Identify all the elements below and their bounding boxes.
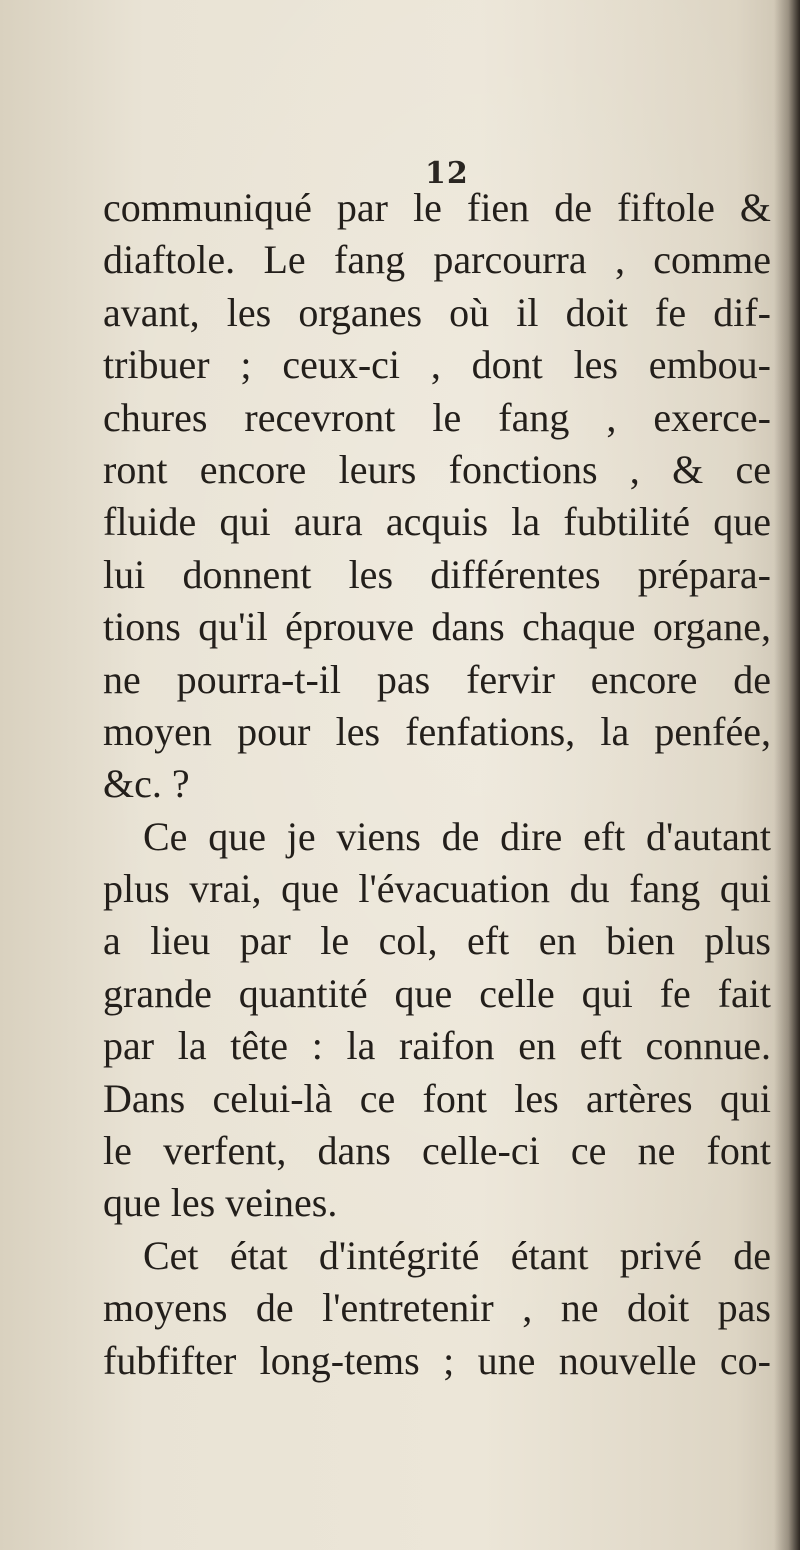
text-line: a lieu par le col, eft en bien plus (103, 918, 771, 964)
text-line: fluide qui aura acquis la fubtilité que (103, 499, 771, 545)
paragraph-first-line: Ce que je viens de dire eft d'autant (143, 813, 771, 859)
text-line: que les veines. (103, 1180, 338, 1226)
paragraph-first-line: Cet état d'intégrité étant privé de (143, 1232, 771, 1278)
text-line: tions qu'il éprouve dans chaque organe, (103, 604, 771, 650)
page-number: 12 (425, 156, 469, 191)
text-line: lui donnent les différentes prépara- (103, 551, 771, 597)
text-line: par la tête : la raifon en eft connue. (103, 1023, 771, 1069)
text-line: grande quantité que celle qui fe fait (103, 970, 771, 1016)
text-line: diaftole. Le fang parcourra , comme (103, 237, 771, 283)
page-gutter-shadow (774, 0, 800, 1550)
text-line: &c. ? (103, 761, 190, 807)
text-line: ront encore leurs fonctions , & ce (103, 446, 771, 492)
text-line: Dans celui-là ce font les artères qui (103, 1075, 771, 1121)
text-line: tribuer ; ceux-ci , dont les embou- (103, 342, 771, 388)
text-line: plus vrai, que l'évacuation du fang qui (103, 866, 771, 912)
text-line: chures recevront le fang , exerce- (103, 394, 771, 440)
text-line: avant, les organes où il doit fe dif- (103, 289, 771, 335)
text-line: fubfifter long-tems ; une nouvelle co- (103, 1337, 771, 1383)
text-line: moyen pour les fenfations, la penfée, (103, 708, 771, 754)
text-line: moyens de l'entretenir , ne doit pas (103, 1285, 771, 1331)
text-line: ne pourra-t-il pas fervir encore de (103, 656, 771, 702)
body-text (103, 182, 771, 1387)
text-line: le verfent, dans celle-ci ce ne font (103, 1128, 771, 1174)
text-line: communiqué par le fien de fiftole & (103, 185, 771, 230)
